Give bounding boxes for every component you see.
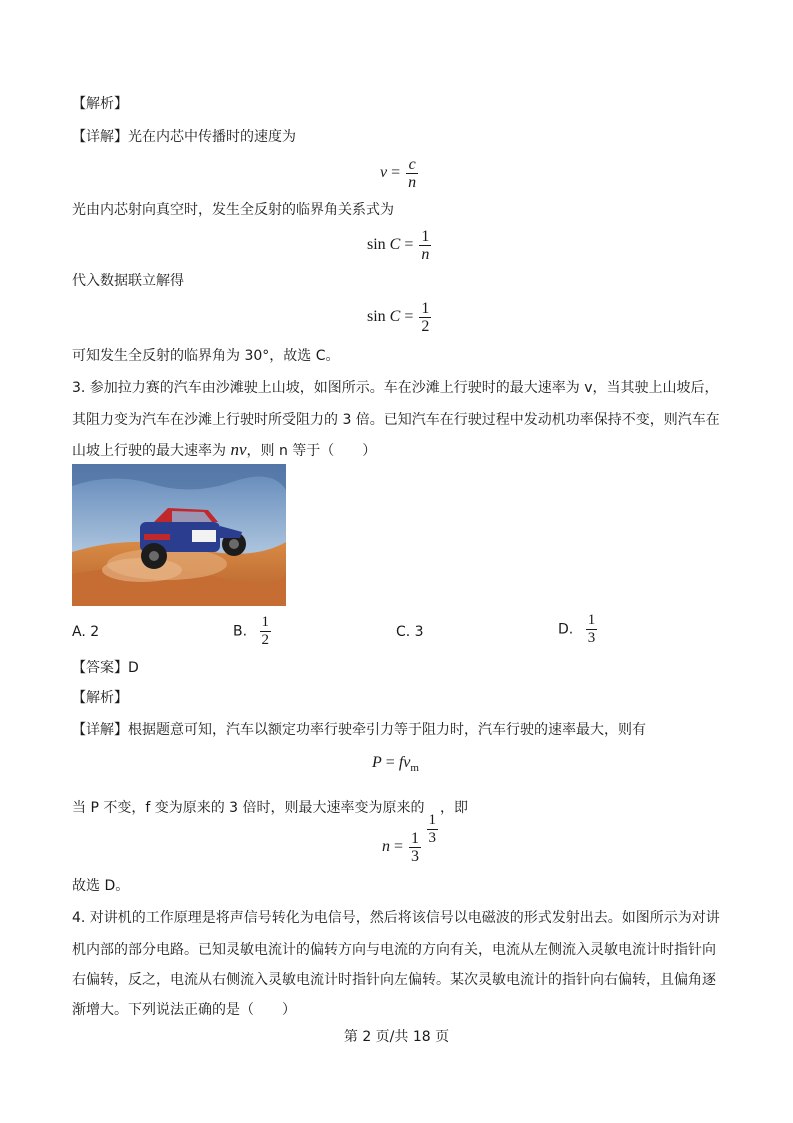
ratio-text: 当 P 不变，f 变为原来的 3 倍时，则最大速率变为原来的 $\frac{1}{3}$ ，即 [72,800,469,846]
answer-tag: 【答案】D [72,660,139,676]
option-a[interactable]: A. 2 [72,624,100,640]
critical-angle-text: 光由内芯射向真空时，发生全反射的临界角关系式为 [72,202,394,218]
question-4-line-3: 右偏转，反之，电流从右侧流入灵敏电流计时指针向左偏转。某次灵敏电流计的指针向右偏转，且偏角逐 [72,972,716,988]
equation-velocity: v = $\frac{c}{n}$ [380,156,417,191]
equation-power: $P = fv_m$ [372,754,419,775]
equation-sinc: sin C = $\frac{1}{n}$ [367,228,430,263]
equation-n: n = $\frac{1}{3}$ [382,830,420,865]
question-3-line-2: 其阻力变为汽车在沙滩上行驶时所受阻力的 3 倍。已知汽车在行驶过程中发动机功率保持不变，则汽车在 [72,412,720,428]
substitute-text: 代入数据联立解得 [72,273,184,289]
conclusion-text-2: 故选 D。 [72,878,130,894]
analysis-tag-2: 【解析】 [72,690,128,706]
question-4-line-1: 4. 对讲机的工作原理是将声信号转化为电信号，然后将该信号以电磁波的形式发射出去。如图所示为对讲 [72,910,720,926]
option-d[interactable]: D. $\frac{1}{3}$ [558,612,596,646]
question-3-line-3: 山坡上行驶的最大速率为 nv，则 n 等于（ ） [72,440,377,459]
question-4-line-4: 渐增大。下列说法正确的是（ ） [72,1002,296,1018]
rally-car-photo [72,464,286,606]
detail-text-2: 【详解】根据题意可知，汽车以额定功率行驶牵引力等于阻力时，汽车行驶的速率最大，则有 [72,722,646,738]
page-footer: 第 2 页/共 18 页 [343,1029,450,1045]
question-3-line-1: 3. 参加拉力赛的汽车由沙滩驶上山坡，如图所示。车在沙滩上行驶时的最大速率为 v，当其驶上山坡后， [72,380,719,396]
question-4-line-2: 机内部的部分电路。已知灵敏电流计的偏转方向与电流的方向有关，电流从左侧流入灵敏电流计时指针向 [72,942,716,958]
detail-text: 【详解】光在内芯中传播时的速度为 [72,129,296,145]
analysis-tag: 【解析】 [72,96,128,112]
option-b[interactable]: B. $\frac{1}{2}$ [233,614,270,648]
option-c[interactable]: C. 3 [396,624,424,640]
equation-sinc-result: sin C = $\frac{1}{2}$ [367,300,430,335]
conclusion-text: 可知发生全反射的临界角为 30°，故选 C。 [72,348,340,364]
